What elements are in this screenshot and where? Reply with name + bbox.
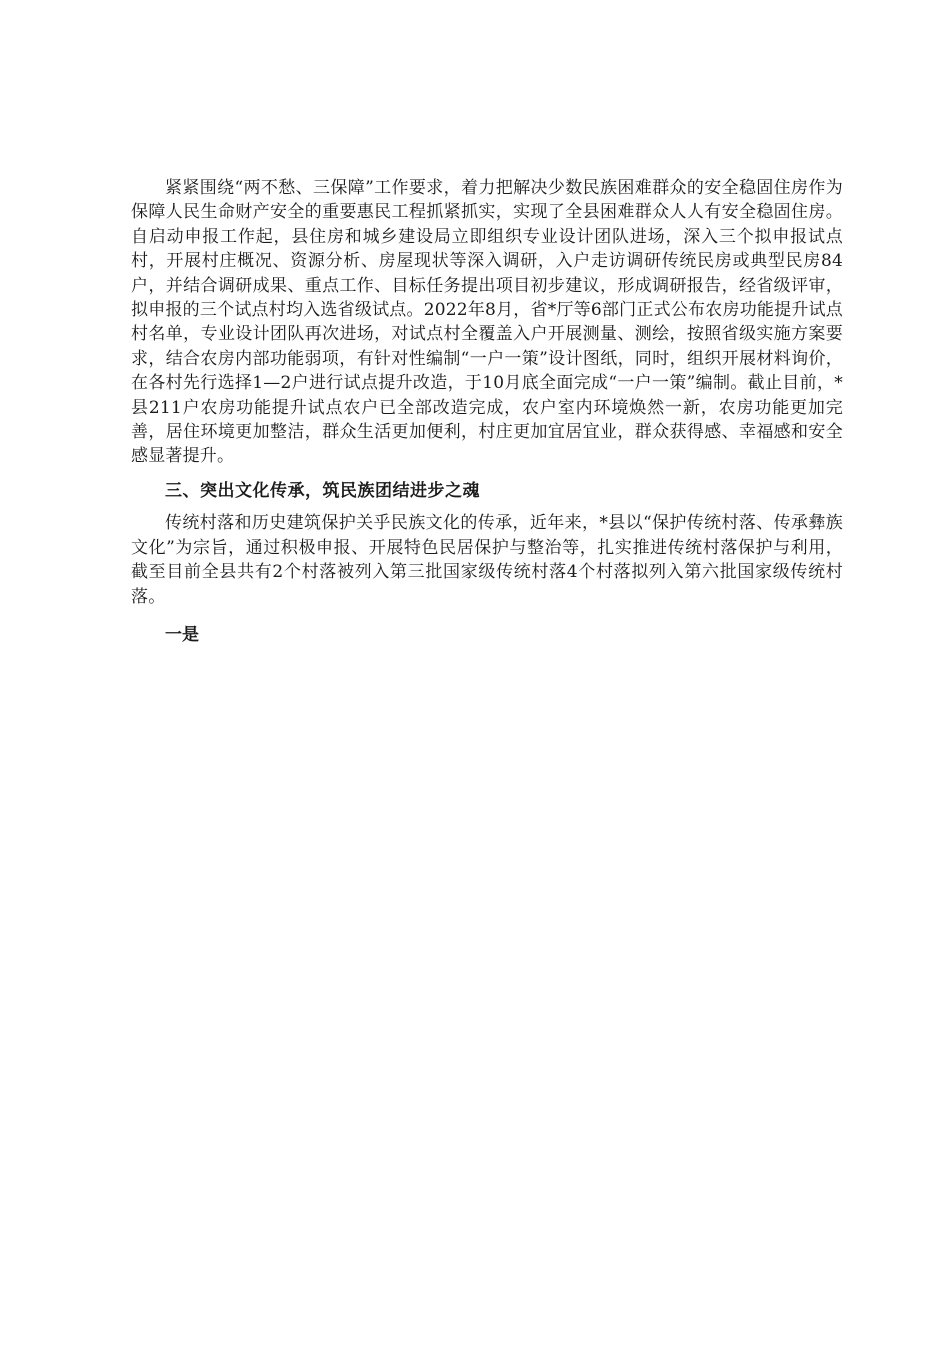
section-heading-culture: 三、突出文化传承，筑民族团结进步之魂 (165, 480, 480, 501)
document-body (131, 176, 843, 647)
subheading-first-point: 一是 (165, 624, 199, 645)
paragraph-housing-safety: 紧紧围绕“两不愁、三保障”工作要求，着力把解决少数民族困难群众的安全稳固住房作为保障人民生命财产安全的重要惠民工程抓紧抓实，实现了全县困难群众人人有安全稳固住房。自启动申报工作起，县住房和城乡建设局立即组织专业设计团队进场，深入三个拟申报试点村，开展村庄概况、资源分析、房屋现状等深入调研，入户走访调研传统民房或典型民房84户，并结合调研成果、重点工作、目标任务提出项目初步建议，形成调研报告，经省级评审，拟申报的三个试点村均入选省级试点。2022年8月，省*厅等6部门正式公布农房功能提升试点村名单，专业设计团队再次进场，对试点村全覆盖入户开展测量、测绘，按照省级实施方案要求，结合农房内部功能弱项，有针对性编制“一户一策”设计图纸，同时，组织开展材料询价，在各村先行选择1—2户进行试点提升改造，于10月底全面完成“一户一策”编制。截止目前，*县211户农房功能提升试点农户已全部改造完成，农户室内环境焕然一新，农房功能更加完善，居住环境更加整洁，群众生活更加便利，村庄更加宜居宜业，群众获得感、幸福感和安全感显著提升。 (131, 178, 843, 467)
paragraph-traditional-villages: 传统村落和历史建筑保护关乎民族文化的传承，近年来，*县以“保护传统村落、传承彝族文化”为宗旨，通过积极申报、开展特色民居保护与整治等，扎实推进传统村落保护与利用，截至目前全县共有2个村落被列入第三批国家级传统村落4个村落拟列入第六批国家级传统村落。 (131, 513, 843, 607)
